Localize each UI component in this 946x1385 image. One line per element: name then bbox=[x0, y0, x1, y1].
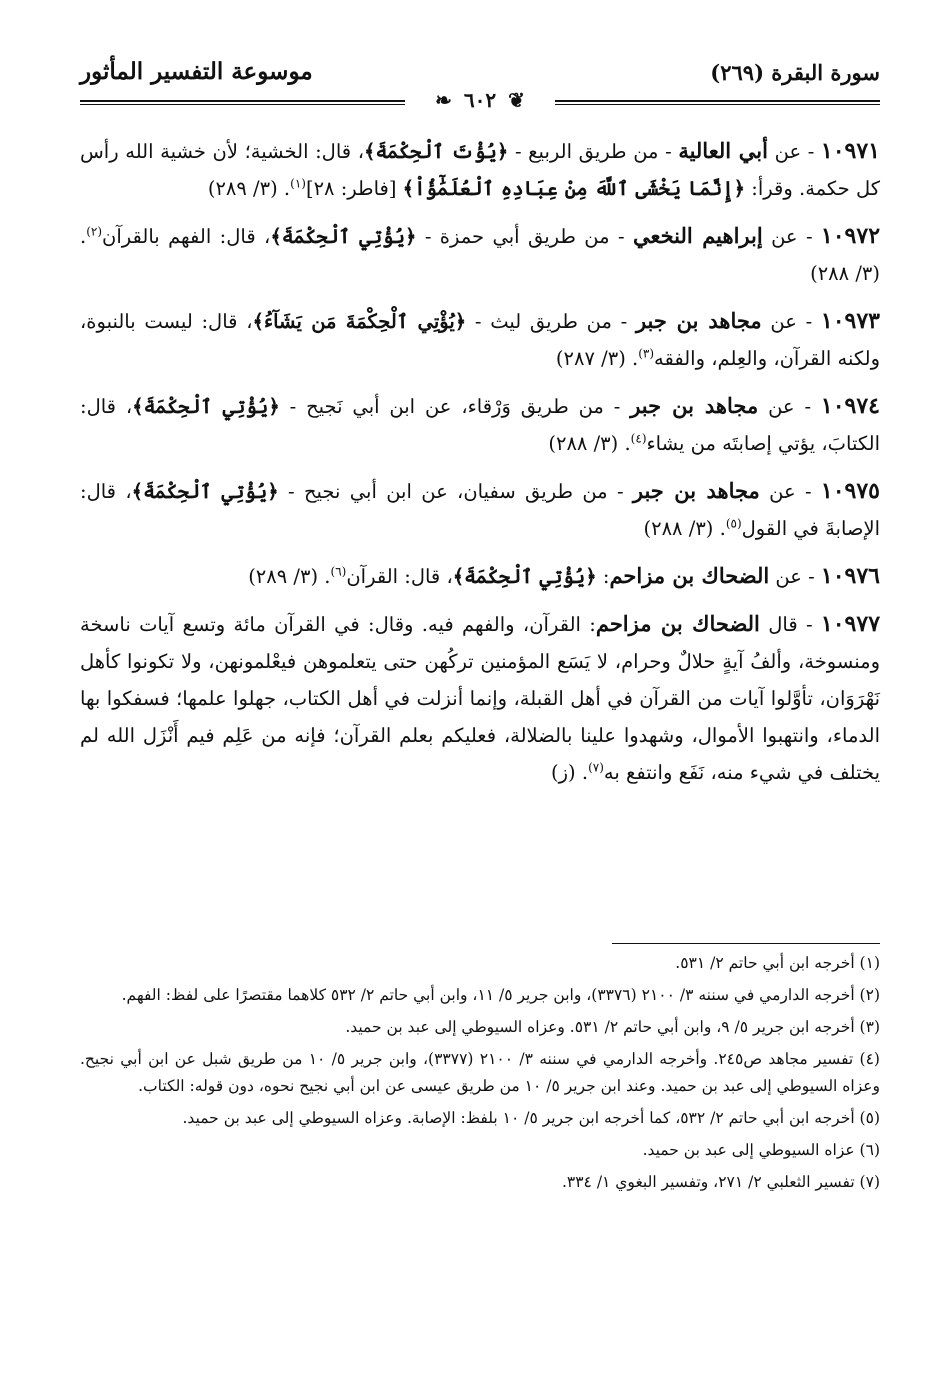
narrator-name: الضحاك بن مزاحم bbox=[609, 563, 770, 588]
entry-text: - من طريق ليث - bbox=[466, 310, 636, 333]
entry-text: ، قال: الإصابةَ في القول bbox=[80, 480, 880, 540]
entry-10975: ١٠٩٧٥ - عن مجاهد بن جبر - من طريق سفيان، عن ابن أبي نجيح - ﴿يُؤْتِي ٱلْحِكْمَةَ﴾، قال: الإصابةَ في القول$^{(٥)}$. (٣/ ٢٨٨) bbox=[80, 478, 880, 540]
ornament-icon: ❧ bbox=[435, 88, 452, 112]
entry-number: ١٠٩٧٣ bbox=[820, 308, 880, 334]
narrator-name: أبي العالية bbox=[678, 138, 768, 163]
footnote: (٥) أخرجه ابن أبي حاتم ٢/ ٥٣٢، كما أخرجه ابن جرير ٥/ ١٠ بلفظ: الإصابة. وعزاه السيوطي إلى عبد بن حميد. bbox=[182, 1109, 880, 1127]
entry-text: - من طريق سفيان، عن ابن أبي نجيح - bbox=[278, 480, 633, 503]
volume-reference: (٣/ ٢٨٩) bbox=[248, 565, 319, 588]
entry-text: : bbox=[596, 565, 610, 588]
main-text bbox=[80, 132, 880, 801]
entry-10977: ١٠٩٧٧ - قال الضحاك بن مزاحم: القرآن، والفهم فيه. وقال: في القرآن مائة وتسع آيات ناسخة ومنسوخة، وألفُ آيةٍ حلالٌ وحرام، لا يَسَع المؤمنين تركُهن حتى يتعلموهن فيعْلمونهن، ولا تكونوا كأهل نَهْرَوَان، تأوَّلوا آيات من القرآن في أهل القبلة، وإنما أنزلت في أهل الكتاب، جهلوا علمها؛ فسفكوا بها الدماء، وانتهبوا الأموال، وشهدوا علينا بالضلالة، فعليكم بعلم القرآن؛ فإنه من عَلِم فيم أَنْزَل الله لم يختلف في شيء منه، نَفَع وانتفع به$^{(٧)}$. (ز) bbox=[80, 611, 881, 784]
volume-reference: (ز) bbox=[551, 761, 576, 784]
entry-text: - من طريق الربيع - bbox=[508, 140, 679, 163]
quran-quote: ﴿يُؤْتَ ٱلْحِكْمَةَ﴾ bbox=[364, 140, 509, 163]
footnote: (٣) أخرجه ابن جرير ٥/ ٩، وابن أبي حاتم ٢/ ٥٣١. وعزاه السيوطي إلى عبد بن حميد. bbox=[345, 1018, 880, 1036]
entry-number: ١٠٩٧١ bbox=[820, 138, 880, 164]
entry-text: ، قال: ليست بالنبوة، ولكنه القرآن، والعِلم، والفقه bbox=[80, 310, 880, 370]
narrator-name: الضحاك بن مزاحم bbox=[595, 611, 760, 636]
entry-text: ، قال: الخشية؛ لأن خشية الله رأس كل حكمة. وقرأ: bbox=[80, 140, 880, 200]
footnote: (١) أخرجه ابن أبي حاتم ٢/ ٥٣١. bbox=[675, 954, 880, 972]
footnote-separator bbox=[612, 943, 880, 944]
entry-number: ١٠٩٧٤ bbox=[820, 393, 880, 419]
entry-text: ، قال: القرآن bbox=[346, 565, 453, 588]
ornament-icon: ❦ bbox=[508, 88, 525, 112]
entry-10971: ١٠٩٧١ - عن أبي العالية - من طريق الربيع - ﴿يُؤْتَ ٱلْحِكْمَةَ﴾، قال: الخشية؛ لأن خشية الله رأس كل حكمة. وقرأ: ﴿إِنَّمَا يَخْشَى ٱللَّهَ مِنْ عِبَادِهِ ٱلْعُلَمَٰٓؤُاْ﴾ [فاطر: ٢٨]$^{(١)}$. (٣/ ٢٨٩) bbox=[80, 138, 880, 200]
quran-quote: ﴿إِنَّمَا يَخْشَى ٱللَّهَ مِنْ عِبَادِهِ ٱلْعُلَمَٰٓؤُاْ﴾ bbox=[402, 177, 746, 200]
footnotes bbox=[80, 950, 880, 1201]
surah-title: سورة البقرة (٢٦٩) bbox=[710, 60, 880, 85]
entry-10976: ١٠٩٧٦ - عن الضحاك بن مزاحم: ﴿يُؤْتِي ٱلْحِكْمَةَ﴾، قال: القرآن$^{(٦)}$. (٣/ ٢٨٩) bbox=[248, 563, 880, 589]
page-number-box bbox=[405, 88, 555, 112]
quran-quote: ﴿يُؤْتِي ٱلْحِكْمَةَ﴾ bbox=[132, 395, 280, 418]
quran-quote: ﴿يُؤْتِي ٱلْحِكْمَةَ﴾ bbox=[452, 565, 597, 588]
quran-quote: ﴿يُؤْتِي ٱلْحِكْمَةَ﴾ bbox=[270, 225, 417, 248]
footnote-marker: (٥) bbox=[725, 516, 742, 531]
entry-text: : القرآن، والفهم فيه. وقال: في القرآن مائة وتسع آيات ناسخة ومنسوخة، وألفُ آيةٍ حلالٌ وحرام، لا يَسَع المؤمنين تركُهن حتى يتعلموهن فيعْلمونهن، ولا تكونوا كأهل نَهْرَوَان، تأوَّلوا آيات من القرآن في أهل القبلة، وإنما أنزلت في أهل الكتاب، جهلوا علمها؛ فسفكوا بها الدماء، وانتهبوا الأموال، وشهدوا علينا بالضلالة، فعليكم بعلم القرآن؛ فإنه من عَلِم فيم أَنْزَل الله لم يختلف في شيء منه، نَفَع وانتفع به bbox=[80, 613, 880, 784]
volume-reference: (٣/ ٢٨٨) bbox=[810, 262, 880, 285]
narrator-name: مجاهد بن جبر bbox=[630, 393, 759, 418]
narrator-name: مجاهد بن جبر bbox=[635, 308, 762, 333]
entry-number: ١٠٩٧٥ bbox=[820, 478, 880, 504]
entry-text: - من طريق أبي حمزة - bbox=[416, 225, 633, 248]
entry-number: ١٠٩٧٢ bbox=[820, 223, 881, 249]
entry-10974: ١٠٩٧٤ - عن مجاهد بن جبر - من طريق وَرْقاء، عن ابن أبي نَجيح - ﴿يُؤْتِي ٱلْحِكْمَةَ﴾، قال: الكتابَ، يؤتي إصابتَه من يشاء$^{(٤)}$. (٣/ ٢٨٨) bbox=[80, 393, 880, 455]
entry-10972: ١٠٩٧٢ - عن إبراهيم النخعي - من طريق أبي حمزة - ﴿يُؤْتِي ٱلْحِكْمَةَ﴾، قال: الفهم بالقرآن$^{(٢)}$. (٣/ ٢٨٨) bbox=[80, 223, 881, 285]
quran-quote: ﴿يُؤْتِي ٱلْحِكْمَةَ مَن يَشَآءُ﴾ bbox=[252, 310, 467, 333]
page-number: ٦٠٢ bbox=[463, 88, 497, 112]
narrator-name: مجاهد بن جبر bbox=[632, 478, 760, 503]
volume-reference: (٣/ ٢٨٨) bbox=[643, 517, 714, 540]
footnote: (٦) عزاه السيوطي إلى عبد بن حميد. bbox=[642, 1141, 880, 1159]
entry-text: ، قال: الفهم بالقرآن bbox=[102, 225, 271, 248]
volume-reference: (٣/ ٢٨٨) bbox=[548, 432, 619, 455]
volume-reference: (٣/ ٢٨٩) bbox=[207, 177, 278, 200]
footnote-marker: (١) bbox=[290, 176, 306, 191]
footnote-marker: (٢) bbox=[86, 224, 103, 239]
entry-number: ١٠٩٧٧ bbox=[820, 611, 881, 637]
footnote-marker: (٦) bbox=[330, 564, 347, 579]
footnote-marker: (٣) bbox=[638, 346, 655, 361]
footnote: (٢) أخرجه الدارمي في سننه ٣/ ٢١٠٠ (٣٣٧٦)، وابن جرير ٥/ ١١، وابن أبي حاتم ٢/ ٥٣٢ كلاهما مقتصرًا على لفظ: الفهم. bbox=[121, 986, 880, 1004]
quran-quote: ﴿يُؤْتِي ٱلْحِكْمَةَ﴾ bbox=[131, 480, 279, 503]
verse-citation: [فاطر: ٢٨] bbox=[305, 177, 403, 200]
page-header bbox=[80, 58, 880, 112]
entry-number: ١٠٩٧٦ bbox=[820, 563, 880, 589]
entry-text: - من طريق وَرْقاء، عن ابن أبي نَجيح - bbox=[279, 395, 631, 418]
entry-10973: ١٠٩٧٣ - عن مجاهد بن جبر - من طريق ليث - ﴿يُؤْتِي ٱلْحِكْمَةَ مَن يَشَآءُ﴾، قال: ليست بالنبوة، ولكنه القرآن، والعِلم، والفقه$^{(٣)}$. (٣/ ٢٨٧) bbox=[80, 308, 880, 370]
page bbox=[80, 0, 880, 1385]
book-title: موسوعة التفسير المأثور bbox=[80, 58, 313, 85]
entry-text: - قال bbox=[759, 613, 821, 636]
narrator-name: إبراهيم النخعي bbox=[632, 223, 763, 248]
footnote: (٧) تفسير الثعلبي ٢/ ٢٧١، وتفسير البغوي ١/ ٣٣٤. bbox=[561, 1173, 880, 1191]
footnote-marker: (٧) bbox=[588, 760, 604, 775]
volume-reference: (٣/ ٢٨٧) bbox=[555, 347, 626, 370]
footnote: (٤) تفسير مجاهد ص٢٤٥. وأخرجه الدارمي في سننه ٣/ ٢١٠٠ (٣٣٧٧)، وابن جرير ٥/ ١٠ من طريق شبل عن ابن أبي نجيح. وعزاه السيوطي إلى عبد بن حميد. وعند ابن جرير ٥/ ١٠ من طريق عيسى عن ابن أبي نجيح نحوه، دون قوله: الكتاب. bbox=[80, 1050, 880, 1095]
entry-text: ، قال: الكتابَ، يؤتي إصابتَه من يشاء bbox=[80, 395, 880, 455]
footnote-marker: (٤) bbox=[630, 431, 647, 446]
